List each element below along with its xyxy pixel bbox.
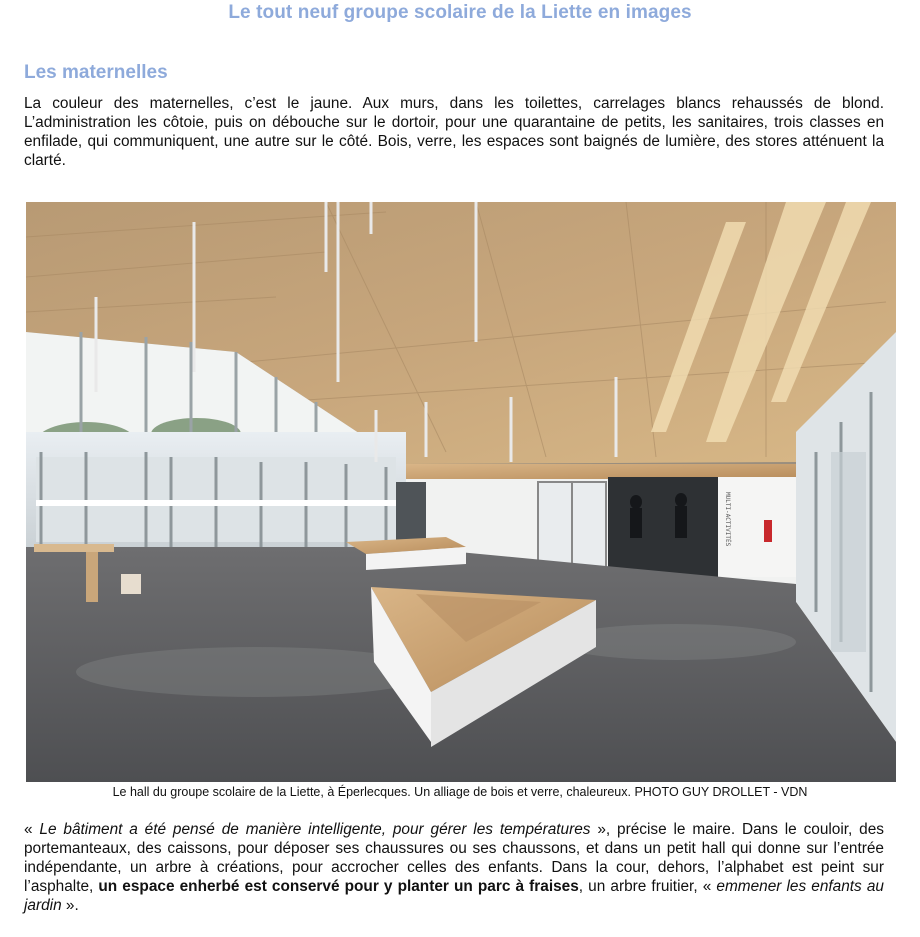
photo-caption: Le hall du groupe scolaire de la Liette, à Éperlecques. Un alliage de bois et verre, chaleureux. PHOTO GUY DROLLET - VDN — [112, 785, 808, 799]
garden-quote: emmener les enfants au jardin — [24, 878, 884, 914]
desk — [34, 544, 114, 552]
door-sign: MULTI-ACTIVITÉS — [724, 492, 731, 547]
quote-close: », — [590, 821, 618, 838]
section-heading: Les maternelles — [24, 62, 168, 83]
fire-extinguisher — [764, 520, 772, 542]
hall-photo — [26, 202, 896, 782]
body-paragraph — [24, 820, 884, 915]
strawberry-highlight: un espace enherbé est conservé pour y planter un parc à fraises — [98, 878, 579, 895]
hall-photo-illustration — [26, 202, 896, 782]
body-text-1: précise le maire. Dans le couloir, des portemanteaux, des caissons, pour déposer ses chaussures ou ses chaussons, et dans un petit hall qui donne sur l’entrée indépendante, un arbre à créations, pour accrocher celles des enfants. Dans la cour, dehors, l’alphabet est peint sur l’asphalte, — [24, 821, 884, 895]
multi-activity-room-window — [608, 477, 718, 577]
frosted-dots — [36, 500, 396, 506]
quote-open: « — [24, 821, 40, 838]
wood-band — [406, 464, 796, 479]
quote2-open: « — [702, 878, 717, 895]
quote2-close: ». — [61, 897, 79, 914]
page-title: Le tout neuf groupe scolaire de la Liette en images — [228, 2, 692, 23]
mayor-quote: Le bâtiment a été pensé de manière intelligente, pour gérer les températures — [39, 821, 591, 838]
cardboard-box — [121, 574, 141, 594]
intro-paragraph: La couleur des maternelles, c’est le jaune. Aux murs, dans les toilettes, carrelages blancs rehaussés de blond. L’administration les côtoie, puis on débouche sur le dortoir, pour une quarantaine de petits, les sanitaires, trois classes en enfilade, qui communiquent, une autre sur le côté. Bois, verre, les espaces sont baignés de lumière, des stores atténuent la clarté. — [24, 95, 884, 169]
body-text-2: , un arbre fruitier, — [578, 878, 703, 895]
